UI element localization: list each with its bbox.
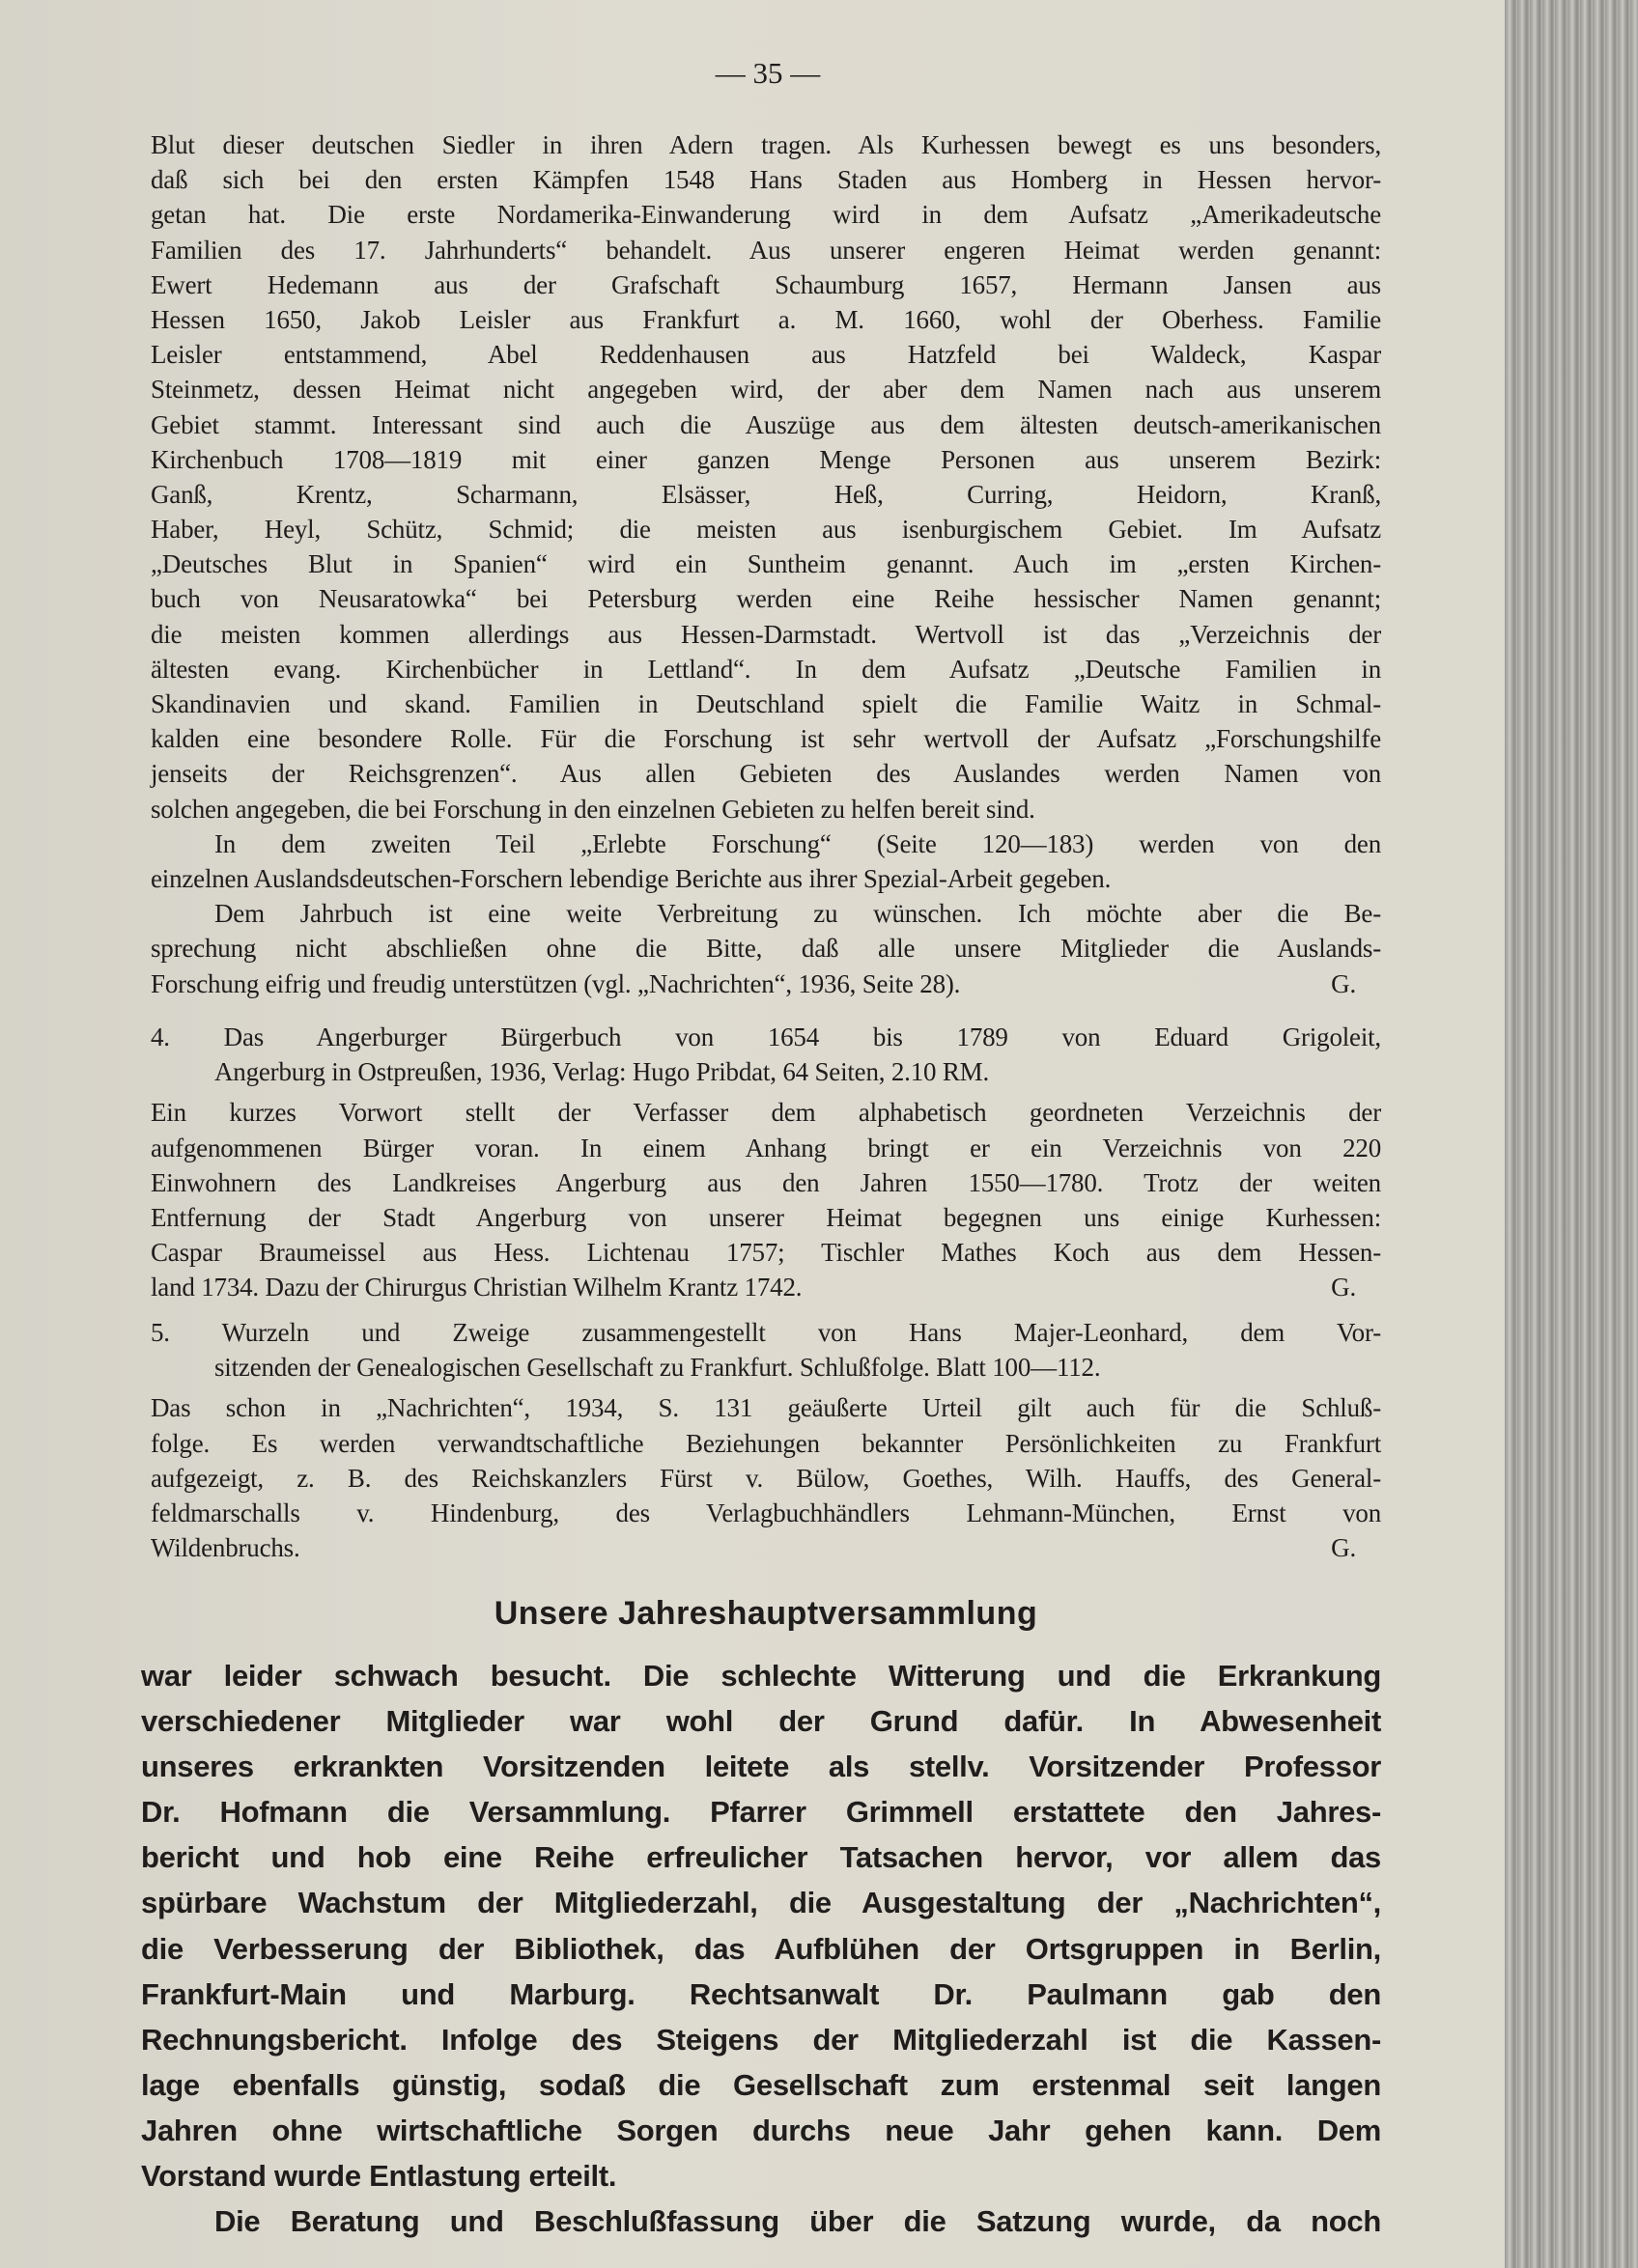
reviewer-signature: G.	[1331, 1273, 1356, 1302]
text-line	[151, 686, 1381, 721]
line-text: Dr. Hofmann die Versammlung. Pfarrer Grimmell erstattete den Jahres-	[141, 1795, 1381, 1830]
line-text: Dem Jahrbuch ist eine weite Verbreitung zu wünschen. Ich möchte aber die Be-	[214, 899, 1381, 929]
text-line	[151, 302, 1381, 337]
text-line	[151, 581, 1381, 616]
book-page-edges	[1505, 0, 1638, 2268]
text-line	[151, 1200, 1381, 1235]
line-text: Ewert Hedemann aus der Grafschaft Schaumburg 1657, Hermann Jansen aus	[151, 269, 1381, 299]
line-text: Leisler entstammend, Abel Reddenhausen aus Hatzfeld bei Waldeck, Kaspar	[151, 340, 1381, 370]
text-line	[151, 826, 1381, 861]
line-text: 4. Das Angerburger Bürgerbuch von 1654 bis 1789 von Eduard Grigoleit,	[151, 1022, 1381, 1051]
text-line	[141, 1880, 1381, 1925]
text-line	[151, 1270, 1381, 1304]
line-text: Caspar Braumeissel aus Hess. Lichtenau 1757; Tischler Mathes Koch aus dem Hessen-	[151, 1238, 1381, 1268]
page-number: — 35 —	[715, 56, 821, 90]
text-line	[151, 267, 1381, 302]
text-line	[151, 477, 1381, 512]
line-text: Blut dieser deutschen Siedler in ihren Adern tragen. Als Kurhessen bewegt es uns besonders,	[151, 130, 1381, 159]
line-text: buch von Neusaratowka“ bei Petersburg werden eine Reihe hessischer Namen genannt;	[151, 584, 1381, 614]
text-line	[151, 1235, 1381, 1270]
line-text: Forschung eifrig und freudig unterstützen (vgl. „Nachrichten“, 1936, Seite 28).	[151, 968, 961, 998]
line-text: Skandinavien und skand. Familien in Deutschland spielt die Familie Waitz in Schmal-	[151, 689, 1381, 718]
text-line	[151, 1054, 1381, 1089]
line-text: Jahren ohne wirtschaftliche Sorgen durchs neue Jahr gehen kann. Dem	[141, 2113, 1381, 2147]
text-line	[151, 162, 1381, 197]
line-text: ältesten evang. Kirchenbücher in Lettland“. In dem Aufsatz „Deutsche Familien in	[151, 654, 1381, 684]
text-line	[151, 1496, 1381, 1530]
section-heading: Unsere Jahreshauptversammlung	[494, 1595, 1038, 1632]
text-line	[151, 1315, 1381, 1350]
line-text: feldmarschalls v. Hindenburg, des Verlagbuchhändlers Lehmann-München, Ernst von	[151, 1498, 1381, 1527]
text-line	[151, 197, 1381, 232]
text-line	[141, 2198, 1381, 2244]
text-line	[151, 861, 1381, 896]
text-line	[151, 652, 1381, 686]
line-text: In dem zweiten Teil „Erlebte Forschung“ (Seite 120—183) werden von den	[214, 828, 1381, 858]
bibliography-item-5	[151, 1315, 1381, 1565]
text-line	[151, 966, 1381, 1001]
line-text: Vorstand wurde Entlastung erteilt.	[141, 2159, 617, 2194]
line-text: Das schon in „Nachrichten“, 1934, S. 131 geäußerte Urteil gilt auch für die Schluß-	[151, 1393, 1381, 1423]
line-text: sprechung nicht abschließen ohne die Bitte, daß alle unsere Mitglieder die Auslands-	[151, 934, 1381, 964]
text-line	[151, 1461, 1381, 1496]
line-text: getan hat. Die erste Nordamerika-Einwanderung wird in dem Aufsatz „Amerikadeutsche	[151, 200, 1381, 230]
line-text: einzelnen Auslandsdeutschen-Forschern lebendige Berichte aus ihrer Spezial-Arbeit gegeben.	[151, 863, 1112, 893]
text-line	[151, 792, 1381, 826]
review-text	[151, 127, 1381, 1001]
line-text: 5. Wurzeln und Zweige zusammengestellt von Hans Majer-Leonhard, dem Vor-	[151, 1318, 1381, 1347]
line-text: aufgenommenen Bürger voran. In einem Anhang bringt er ein Verzeichnis von 220	[151, 1133, 1381, 1162]
text-line	[151, 931, 1381, 966]
line-text: Entfernung der Stadt Angerburg von unserer Heimat begegnen uns einige Kurhessen:	[151, 1202, 1381, 1232]
text-line	[141, 1698, 1381, 1744]
text-line	[151, 1165, 1381, 1200]
bibliography-item-4	[151, 1020, 1381, 1305]
line-text: die meisten kommen allerdings aus Hessen-Darmstadt. Wertvoll ist das „Verzeichnis der	[151, 619, 1381, 649]
meeting-report	[141, 1653, 1381, 2244]
text-line	[141, 1744, 1381, 1789]
text-line	[141, 1789, 1381, 1834]
line-text: Steinmetz, dessen Heimat nicht angegeben wird, der aber dem Namen nach aus unserem	[151, 375, 1381, 405]
line-text: sitzenden der Genealogischen Gesellschaft zu Frankfurt. Schlußfolge. Blatt 100—112.	[214, 1353, 1101, 1383]
text-line	[141, 2153, 1381, 2198]
text-line	[151, 1426, 1381, 1461]
line-text: Familien des 17. Jahrhunderts“ behandelt. Aus unserer engeren Heimat werden genannt:	[151, 235, 1381, 265]
line-text: solchen angegeben, die bei Forschung in den einzelnen Gebieten zu helfen bereit sind.	[151, 794, 1035, 824]
text-line	[141, 1972, 1381, 2017]
line-text: „Deutsches Blut in Spanien“ wird ein Suntheim genannt. Auch im „ersten Kirchen-	[151, 549, 1381, 579]
text-line	[151, 1530, 1381, 1565]
line-text: Einwohnern des Landkreises Angerburg aus den Jahren 1550—1780. Trotz der weiten	[151, 1167, 1381, 1197]
text-line	[151, 1131, 1381, 1165]
line-text: folge. Es werden verwandtschaftliche Beziehungen bekannter Persönlichkeiten zu Frankfurt	[151, 1428, 1381, 1458]
line-text: lage ebenfalls günstig, sodaß die Gesellschaft zum erstenmal seit langen	[141, 2067, 1381, 2102]
text-line	[151, 512, 1381, 546]
line-text: Ein kurzes Vorwort stellt der Verfasser dem alphabetisch geordneten Verzeichnis der	[151, 1098, 1381, 1128]
line-text: daß sich bei den ersten Kämpfen 1548 Hans Staden aus Homberg in Hessen hervor-	[151, 165, 1381, 195]
line-text: land 1734. Dazu der Chirurgus Christian Wilhelm Krantz 1742.	[151, 1273, 803, 1302]
line-text: Hessen 1650, Jakob Leisler aus Frankfurt a. M. 1660, wohl der Oberhess. Familie	[151, 304, 1381, 334]
line-text: Haber, Heyl, Schütz, Schmid; die meisten aus isenburgischem Gebiet. Im Aufsatz	[151, 515, 1381, 545]
line-text: Rechnungsbericht. Infolge des Steigens der Mitgliederzahl ist die Kassen-	[141, 2022, 1381, 2057]
line-text: Die Beratung und Beschlußfassung über die Satzung wurde, da noch	[214, 2204, 1381, 2239]
reviewer-signature: G.	[1331, 1533, 1356, 1563]
text-line	[141, 1926, 1381, 1972]
line-text: Angerburg in Ostpreußen, 1936, Verlag: Hugo Pribdat, 64 Seiten, 2.10 RM.	[214, 1057, 990, 1087]
line-text: Gebiet stammt. Interessant sind auch die Auszüge aus dem ältesten deutsch-amerikanischen	[151, 409, 1381, 439]
text-line	[141, 2062, 1381, 2108]
text-line	[151, 233, 1381, 267]
text-line	[151, 1390, 1381, 1425]
line-text: bericht und hob eine Reihe erfreulicher Tatsachen hervor, vor allem das	[141, 1840, 1381, 1875]
text-line	[141, 2017, 1381, 2062]
line-text: verschiedener Mitglieder war wohl der Grund dafür. In Abwesenheit	[141, 1704, 1381, 1739]
line-text: war leider schwach besucht. Die schlechte Witterung und die Erkrankung	[141, 1659, 1381, 1693]
text-line	[141, 1653, 1381, 1698]
text-line	[141, 2108, 1381, 2153]
text-line	[151, 617, 1381, 652]
line-text: kalden eine besondere Rolle. Für die Forschung ist sehr wertvoll der Aufsatz „Forschungshilfe	[151, 724, 1381, 754]
text-line	[151, 442, 1381, 477]
text-line	[151, 1095, 1381, 1130]
text-line	[141, 1834, 1381, 1880]
text-line	[151, 127, 1381, 162]
line-text: Frankfurt-Main und Marburg. Rechtsanwalt Dr. Paulmann gab den	[141, 1976, 1381, 2011]
line-text: Ganß, Krentz, Scharmann, Elsässer, Heß, Curring, Heidorn, Kranß,	[151, 479, 1381, 509]
text-line	[151, 407, 1381, 442]
text-line	[151, 721, 1381, 756]
line-text: jenseits der Reichsgrenzen“. Aus allen Gebieten des Auslandes werden Namen von	[151, 759, 1381, 789]
text-line	[151, 1020, 1381, 1054]
text-line	[151, 372, 1381, 406]
text-line	[151, 337, 1381, 372]
text-line	[151, 1350, 1381, 1385]
line-text: spürbare Wachstum der Mitgliederzahl, die Ausgestaltung der „Nachrichten“,	[141, 1886, 1381, 1920]
text-line	[151, 756, 1381, 791]
line-text: die Verbesserung der Bibliothek, das Aufblühen der Ortsgruppen in Berlin,	[141, 1931, 1381, 1966]
reviewer-signature: G.	[1331, 968, 1356, 998]
line-text: Wildenbruchs.	[151, 1533, 300, 1563]
line-text: Kirchenbuch 1708—1819 mit einer ganzen Menge Personen aus unserem Bezirk:	[151, 444, 1381, 474]
text-line	[151, 896, 1381, 931]
line-text: unseres erkrankten Vorsitzenden leitete als stellv. Vorsitzender Professor	[141, 1750, 1381, 1784]
line-text: aufgezeigt, z. B. des Reichskanzlers Fürst v. Bülow, Goethes, Wilh. Hauffs, des General-	[151, 1463, 1381, 1493]
text-line	[151, 546, 1381, 581]
